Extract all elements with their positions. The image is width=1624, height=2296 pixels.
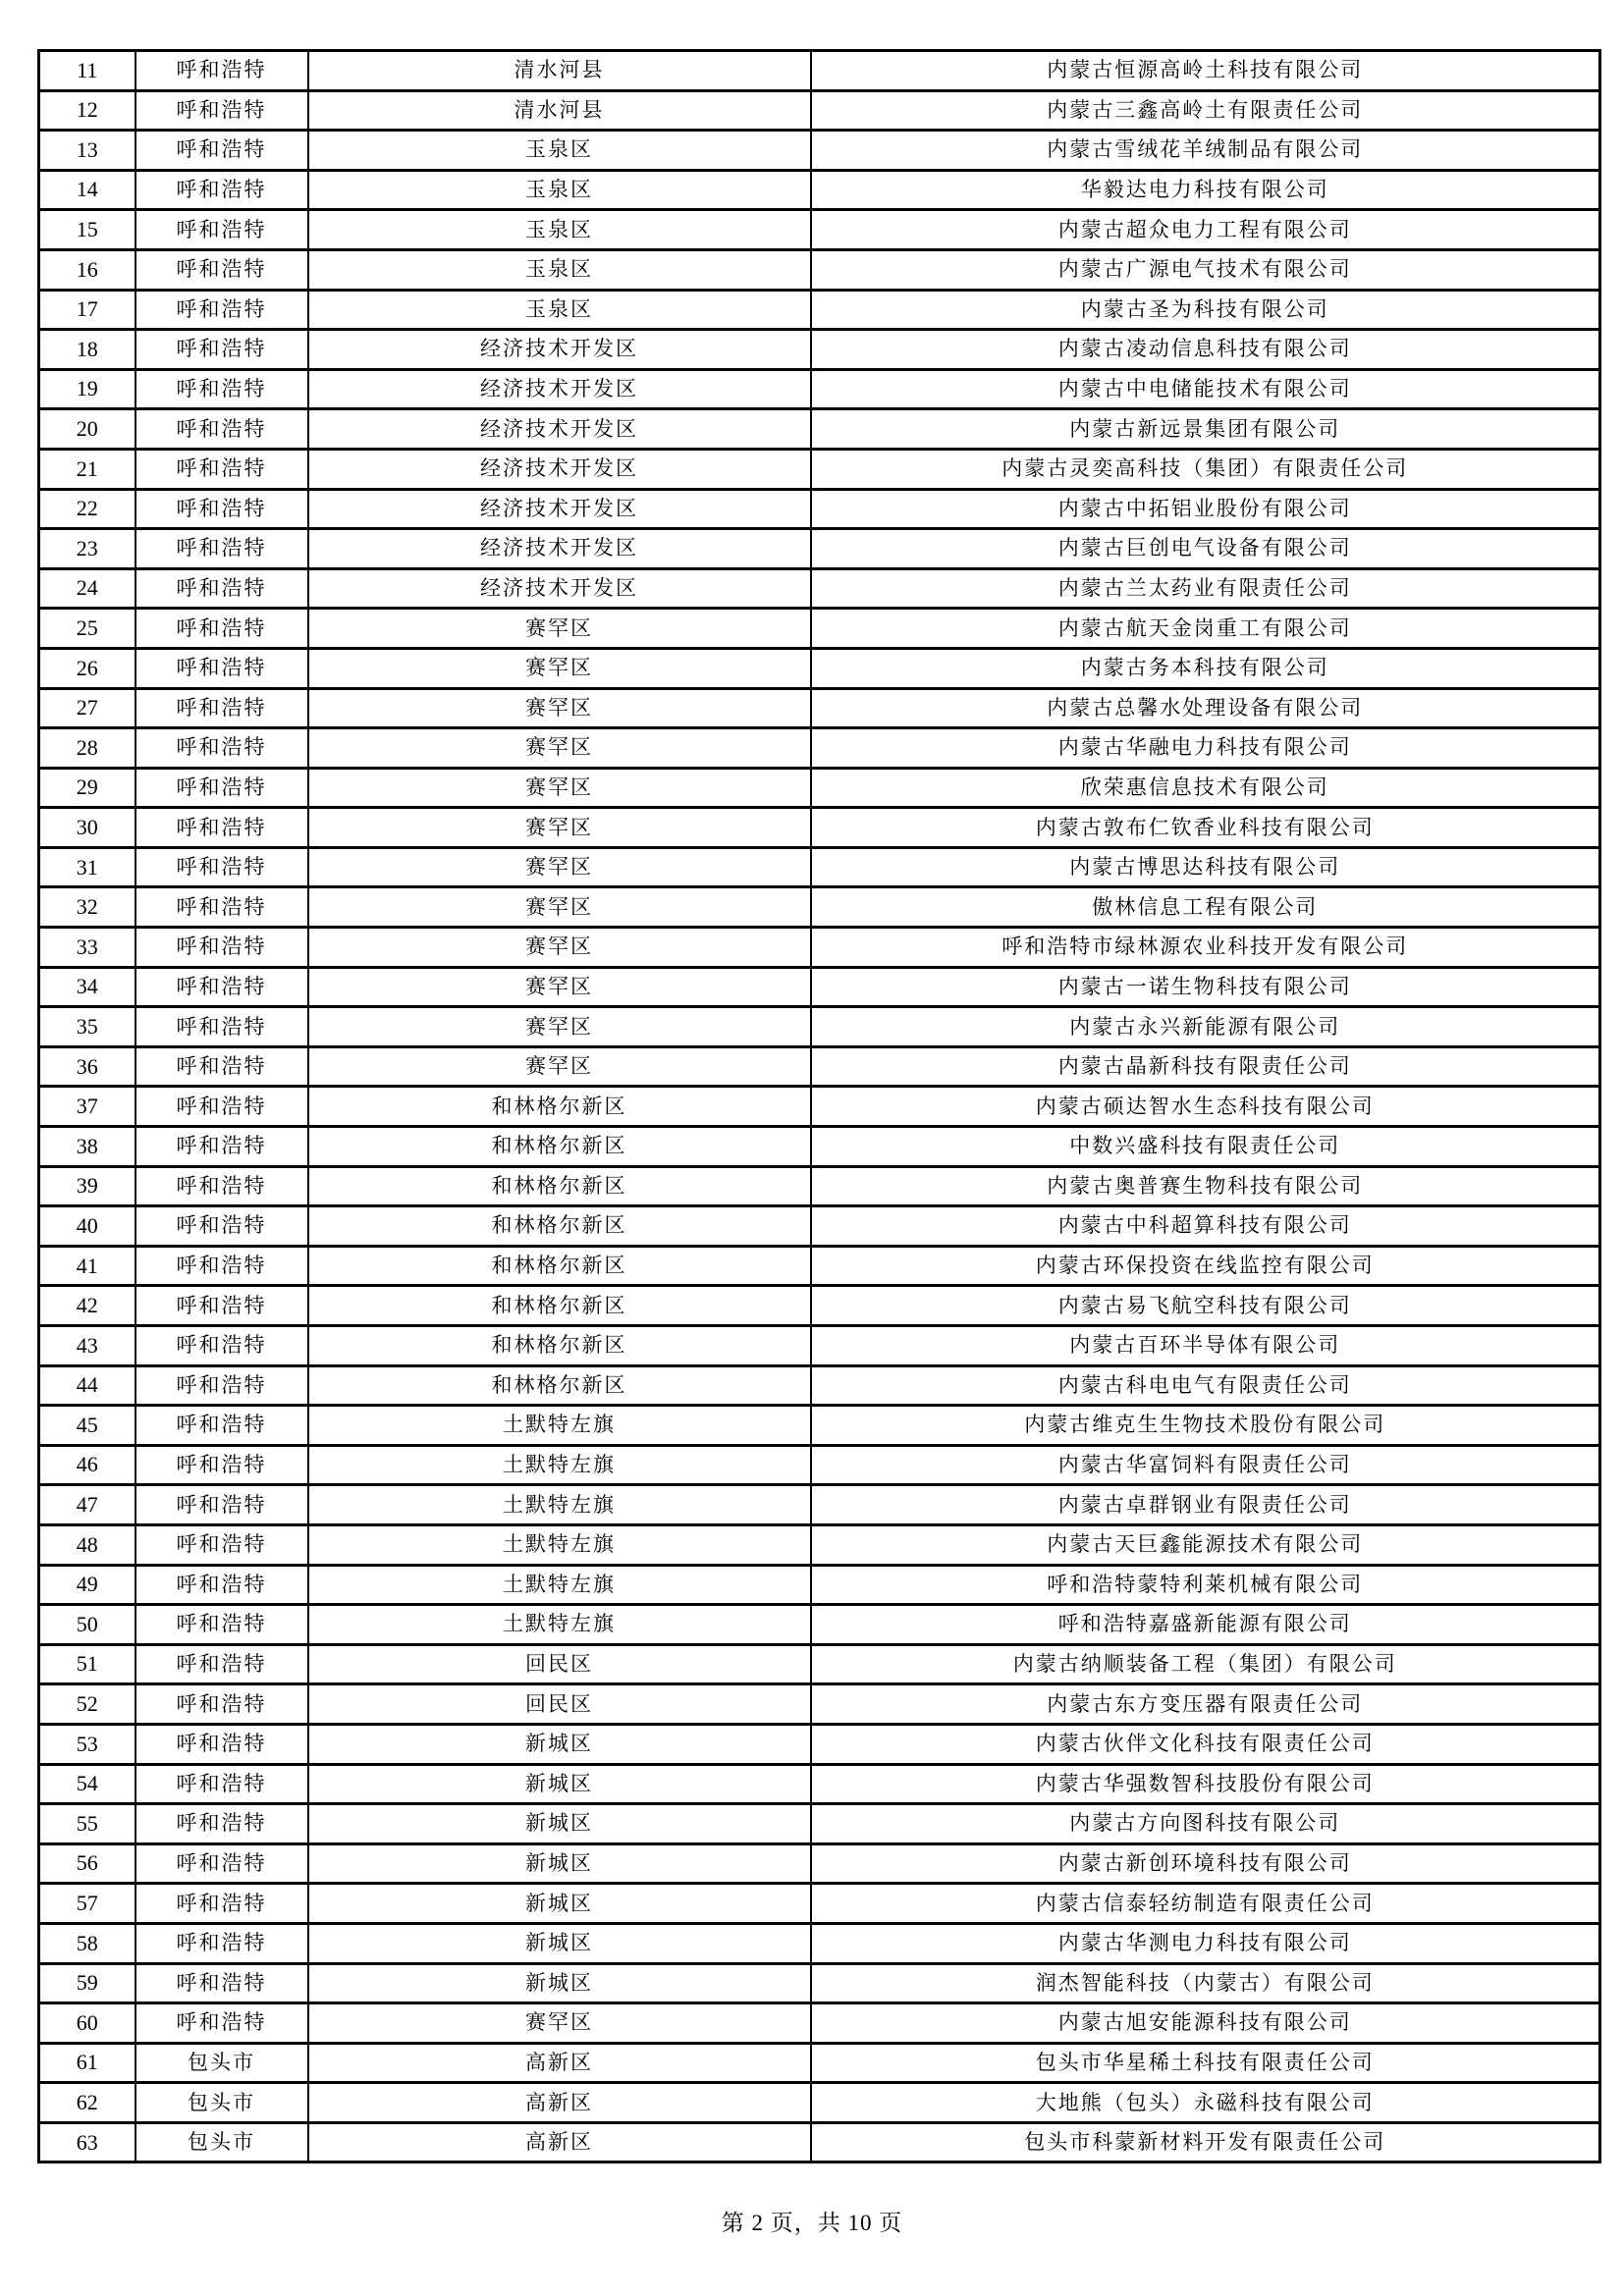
city-cell: 呼和浩特 [135,330,308,370]
city-cell: 呼和浩特 [135,1046,308,1087]
table-row [39,1485,1600,1525]
city-cell: 包头市 [135,2083,308,2123]
district-cell: 赛罕区 [308,1007,811,1047]
district-cell: 赛罕区 [308,847,811,887]
city-cell: 呼和浩特 [135,1644,308,1684]
table-row [39,1764,1600,1804]
city-cell: 呼和浩特 [135,1166,308,1206]
district-cell: 赛罕区 [308,768,811,808]
city-cell: 呼和浩特 [135,1524,308,1565]
company-name-cell: 内蒙古华富饲料有限责任公司 [811,1445,1600,1485]
company-name-cell: 内蒙古中拓铝业股份有限公司 [811,489,1600,529]
city-cell: 呼和浩特 [135,1326,308,1366]
city-cell: 呼和浩特 [135,249,308,290]
city-cell: 呼和浩特 [135,1605,308,1645]
row-number-cell: 63 [39,2122,135,2163]
city-cell: 呼和浩特 [135,2003,308,2044]
page-indicator: 第 2 页，共 10 页 [721,2211,903,2235]
row-number-cell: 49 [39,1565,135,1605]
row-number-cell: 41 [39,1246,135,1286]
table-row [39,51,1600,91]
city-cell: 呼和浩特 [135,210,308,250]
company-name-cell: 内蒙古天巨鑫能源技术有限公司 [811,1524,1600,1565]
district-cell: 土默特左旗 [308,1406,811,1446]
company-name-cell: 内蒙古百环半导体有限公司 [811,1326,1600,1366]
city-cell: 呼和浩特 [135,529,308,569]
row-number-cell: 38 [39,1127,135,1167]
company-name-cell: 内蒙古永兴新能源有限公司 [811,1007,1600,1047]
row-number-cell: 61 [39,2043,135,2083]
city-cell: 呼和浩特 [135,1843,308,1884]
district-cell: 高新区 [308,2122,811,2163]
district-cell: 赛罕区 [308,728,811,769]
city-cell: 呼和浩特 [135,131,308,171]
city-cell: 呼和浩特 [135,1764,308,1804]
district-cell: 土默特左旗 [308,1524,811,1565]
city-cell: 呼和浩特 [135,51,308,91]
row-number-cell: 60 [39,2003,135,2044]
company-name-cell: 包头市华星稀土科技有限责任公司 [811,2043,1600,2083]
company-name-cell: 内蒙古新创环境科技有限公司 [811,1843,1600,1884]
city-cell: 呼和浩特 [135,1724,308,1764]
company-name-cell: 内蒙古博思达科技有限公司 [811,847,1600,887]
city-cell: 呼和浩特 [135,688,308,728]
table-row [39,887,1600,928]
company-name-cell: 呼和浩特市绿林源农业科技开发有限公司 [811,928,1600,968]
table-row [39,648,1600,688]
district-cell: 赛罕区 [308,609,811,649]
city-cell: 呼和浩特 [135,1884,308,1924]
row-number-cell: 55 [39,1804,135,1844]
district-cell: 新城区 [308,1923,811,1963]
table-row [39,609,1600,649]
table-row [39,2083,1600,2123]
page-footer [0,2205,1624,2237]
table-row [39,249,1600,290]
row-number-cell: 43 [39,1326,135,1366]
district-cell: 高新区 [308,2083,811,2123]
table-row [39,1406,1600,1446]
row-number-cell: 45 [39,1406,135,1446]
district-cell: 赛罕区 [308,887,811,928]
table-row [39,1923,1600,1963]
table-row [39,449,1600,489]
district-cell: 高新区 [308,2043,811,2083]
company-name-cell: 内蒙古纳顺装备工程（集团）有限公司 [811,1644,1600,1684]
district-cell: 新城区 [308,1804,811,1844]
row-number-cell: 30 [39,808,135,848]
district-cell: 土默特左旗 [308,1485,811,1525]
city-cell: 呼和浩特 [135,1246,308,1286]
city-cell: 呼和浩特 [135,489,308,529]
table-row [39,1963,1600,2003]
city-cell: 呼和浩特 [135,1286,308,1326]
company-name-cell: 中数兴盛科技有限责任公司 [811,1127,1600,1167]
company-name-cell: 内蒙古雪绒花羊绒制品有限公司 [811,131,1600,171]
city-cell: 呼和浩特 [135,409,308,450]
table-row [39,409,1600,450]
company-name-cell: 内蒙古易飞航空科技有限公司 [811,1286,1600,1326]
company-name-cell: 内蒙古卓群钢业有限责任公司 [811,1485,1600,1525]
row-number-cell: 28 [39,728,135,769]
company-name-cell: 内蒙古维克生生物技术股份有限公司 [811,1406,1600,1446]
row-number-cell: 34 [39,967,135,1007]
row-number-cell: 24 [39,568,135,609]
district-cell: 经济技术开发区 [308,489,811,529]
company-table-body [39,51,1600,2163]
table-row [39,489,1600,529]
table-row [39,170,1600,210]
company-name-cell: 内蒙古旭安能源科技有限公司 [811,2003,1600,2044]
district-cell: 回民区 [308,1684,811,1725]
city-cell: 呼和浩特 [135,1206,308,1247]
row-number-cell: 46 [39,1445,135,1485]
district-cell: 和林格尔新区 [308,1087,811,1127]
row-number-cell: 50 [39,1605,135,1645]
row-number-cell: 44 [39,1365,135,1406]
company-name-cell: 内蒙古敦布仁钦香业科技有限公司 [811,808,1600,848]
table-row [39,967,1600,1007]
district-cell: 清水河县 [308,90,811,131]
city-cell: 呼和浩特 [135,1406,308,1446]
city-cell: 呼和浩特 [135,808,308,848]
company-name-cell: 内蒙古三鑫高岭土有限责任公司 [811,90,1600,131]
district-cell: 经济技术开发区 [308,529,811,569]
table-row [39,529,1600,569]
table-row [39,1684,1600,1725]
company-name-cell: 内蒙古广源电气技术有限公司 [811,249,1600,290]
row-number-cell: 48 [39,1524,135,1565]
table-row [39,2003,1600,2044]
company-name-cell: 内蒙古灵奕高科技（集团）有限责任公司 [811,449,1600,489]
district-cell: 赛罕区 [308,2003,811,2044]
city-cell: 呼和浩特 [135,847,308,887]
company-name-cell: 呼和浩特蒙特利莱机械有限公司 [811,1565,1600,1605]
city-cell: 包头市 [135,2122,308,2163]
company-name-cell: 内蒙古信泰轻纺制造有限责任公司 [811,1884,1600,1924]
table-row [39,1007,1600,1047]
district-cell: 新城区 [308,1884,811,1924]
district-cell: 赛罕区 [308,808,811,848]
company-name-cell: 润杰智能科技（内蒙古）有限公司 [811,1963,1600,2003]
district-cell: 赛罕区 [308,1046,811,1087]
district-cell: 赛罕区 [308,967,811,1007]
district-cell: 土默特左旗 [308,1445,811,1485]
table-row [39,2122,1600,2163]
row-number-cell: 11 [39,51,135,91]
table-row [39,1206,1600,1247]
city-cell: 呼和浩特 [135,609,308,649]
table-row [39,131,1600,171]
table-row [39,768,1600,808]
district-cell: 和林格尔新区 [308,1246,811,1286]
city-cell: 呼和浩特 [135,90,308,131]
table-row [39,369,1600,409]
district-cell: 玉泉区 [308,290,811,330]
table-row [39,1166,1600,1206]
row-number-cell: 35 [39,1007,135,1047]
row-number-cell: 42 [39,1286,135,1326]
company-name-cell: 内蒙古巨创电气设备有限公司 [811,529,1600,569]
row-number-cell: 22 [39,489,135,529]
table-row [39,1605,1600,1645]
table-row [39,1127,1600,1167]
district-cell: 土默特左旗 [308,1565,811,1605]
company-name-cell: 内蒙古圣为科技有限公司 [811,290,1600,330]
table-row [39,1286,1600,1326]
district-cell: 和林格尔新区 [308,1365,811,1406]
district-cell: 和林格尔新区 [308,1326,811,1366]
district-cell: 赛罕区 [308,688,811,728]
city-cell: 呼和浩特 [135,1007,308,1047]
row-number-cell: 18 [39,330,135,370]
company-name-cell: 傲林信息工程有限公司 [811,887,1600,928]
company-name-cell: 内蒙古环保投资在线监控有限公司 [811,1246,1600,1286]
city-cell: 呼和浩特 [135,1684,308,1725]
row-number-cell: 12 [39,90,135,131]
row-number-cell: 29 [39,768,135,808]
table-row [39,290,1600,330]
table-row [39,688,1600,728]
table-row [39,928,1600,968]
city-cell: 呼和浩特 [135,170,308,210]
row-number-cell: 47 [39,1485,135,1525]
table-row [39,1445,1600,1485]
table-row [39,808,1600,848]
company-name-cell: 内蒙古恒源高岭土科技有限公司 [811,51,1600,91]
row-number-cell: 21 [39,449,135,489]
city-cell: 呼和浩特 [135,887,308,928]
row-number-cell: 15 [39,210,135,250]
row-number-cell: 26 [39,648,135,688]
city-cell: 呼和浩特 [135,1445,308,1485]
district-cell: 新城区 [308,1963,811,2003]
row-number-cell: 25 [39,609,135,649]
company-name-cell: 内蒙古伙伴文化科技有限责任公司 [811,1724,1600,1764]
district-cell: 玉泉区 [308,210,811,250]
row-number-cell: 62 [39,2083,135,2123]
company-name-cell: 内蒙古总馨水处理设备有限公司 [811,688,1600,728]
district-cell: 玉泉区 [308,131,811,171]
company-name-cell: 内蒙古东方变压器有限责任公司 [811,1684,1600,1725]
city-cell: 呼和浩特 [135,1923,308,1963]
company-name-cell: 内蒙古兰太药业有限责任公司 [811,568,1600,609]
table-row [39,568,1600,609]
district-cell: 玉泉区 [308,170,811,210]
company-name-cell: 内蒙古中电储能技术有限公司 [811,369,1600,409]
row-number-cell: 37 [39,1087,135,1127]
city-cell: 呼和浩特 [135,449,308,489]
city-cell: 呼和浩特 [135,290,308,330]
city-cell: 呼和浩特 [135,1127,308,1167]
city-cell: 呼和浩特 [135,568,308,609]
city-cell: 包头市 [135,2043,308,2083]
row-number-cell: 40 [39,1206,135,1247]
district-cell: 新城区 [308,1724,811,1764]
company-name-cell: 内蒙古务本科技有限公司 [811,648,1600,688]
district-cell: 经济技术开发区 [308,330,811,370]
district-cell: 赛罕区 [308,648,811,688]
row-number-cell: 54 [39,1764,135,1804]
row-number-cell: 13 [39,131,135,171]
row-number-cell: 19 [39,369,135,409]
row-number-cell: 51 [39,1644,135,1684]
row-number-cell: 31 [39,847,135,887]
row-number-cell: 16 [39,249,135,290]
table-row [39,1087,1600,1127]
company-name-cell: 内蒙古华强数智科技股份有限公司 [811,1764,1600,1804]
district-cell: 和林格尔新区 [308,1127,811,1167]
company-name-cell: 华毅达电力科技有限公司 [811,170,1600,210]
table-row [39,1524,1600,1565]
city-cell: 呼和浩特 [135,1485,308,1525]
row-number-cell: 57 [39,1884,135,1924]
row-number-cell: 17 [39,290,135,330]
row-number-cell: 53 [39,1724,135,1764]
table-row [39,1843,1600,1884]
company-name-cell: 内蒙古华测电力科技有限公司 [811,1923,1600,1963]
district-cell: 经济技术开发区 [308,409,811,450]
company-name-cell: 内蒙古航天金岗重工有限公司 [811,609,1600,649]
city-cell: 呼和浩特 [135,1565,308,1605]
city-cell: 呼和浩特 [135,1804,308,1844]
company-name-cell: 内蒙古中科超算科技有限公司 [811,1206,1600,1247]
district-cell: 和林格尔新区 [308,1206,811,1247]
company-name-cell: 内蒙古奥普赛生物科技有限公司 [811,1166,1600,1206]
city-cell: 呼和浩特 [135,928,308,968]
row-number-cell: 32 [39,887,135,928]
district-cell: 经济技术开发区 [308,568,811,609]
table-row [39,1365,1600,1406]
row-number-cell: 59 [39,1963,135,2003]
company-name-cell: 内蒙古硕达智水生态科技有限公司 [811,1087,1600,1127]
row-number-cell: 58 [39,1923,135,1963]
company-name-cell: 内蒙古华融电力科技有限公司 [811,728,1600,769]
company-name-cell: 内蒙古晶新科技有限责任公司 [811,1046,1600,1087]
district-cell: 玉泉区 [308,249,811,290]
district-cell: 新城区 [308,1843,811,1884]
district-cell: 新城区 [308,1764,811,1804]
company-name-cell: 内蒙古超众电力工程有限公司 [811,210,1600,250]
company-name-cell: 欣荣惠信息技术有限公司 [811,768,1600,808]
district-cell: 经济技术开发区 [308,449,811,489]
row-number-cell: 39 [39,1166,135,1206]
company-table [37,49,1601,2163]
district-cell: 和林格尔新区 [308,1286,811,1326]
district-cell: 清水河县 [308,51,811,91]
city-cell: 呼和浩特 [135,1963,308,2003]
table-row [39,330,1600,370]
city-cell: 呼和浩特 [135,648,308,688]
table-row [39,90,1600,131]
table-row [39,1644,1600,1684]
company-name-cell: 内蒙古新远景集团有限公司 [811,409,1600,450]
district-cell: 经济技术开发区 [308,369,811,409]
row-number-cell: 20 [39,409,135,450]
row-number-cell: 23 [39,529,135,569]
company-name-cell: 内蒙古方向图科技有限公司 [811,1804,1600,1844]
table-row [39,1326,1600,1366]
company-name-cell: 内蒙古一诺生物科技有限公司 [811,967,1600,1007]
district-cell: 土默特左旗 [308,1605,811,1645]
table-row [39,728,1600,769]
city-cell: 呼和浩特 [135,967,308,1007]
company-name-cell: 大地熊（包头）永磁科技有限公司 [811,2083,1600,2123]
row-number-cell: 14 [39,170,135,210]
company-name-cell: 包头市科蒙新材料开发有限责任公司 [811,2122,1600,2163]
table-row [39,2043,1600,2083]
table-row [39,1804,1600,1844]
table-row [39,1565,1600,1605]
city-cell: 呼和浩特 [135,728,308,769]
row-number-cell: 33 [39,928,135,968]
row-number-cell: 36 [39,1046,135,1087]
table-row [39,1246,1600,1286]
row-number-cell: 27 [39,688,135,728]
table-row [39,1724,1600,1764]
company-name-cell: 内蒙古凌动信息科技有限公司 [811,330,1600,370]
company-name-cell: 呼和浩特嘉盛新能源有限公司 [811,1605,1600,1645]
district-cell: 回民区 [308,1644,811,1684]
table-row [39,1046,1600,1087]
table-row [39,1884,1600,1924]
row-number-cell: 56 [39,1843,135,1884]
table-row [39,847,1600,887]
city-cell: 呼和浩特 [135,369,308,409]
table-row [39,210,1600,250]
district-cell: 和林格尔新区 [308,1166,811,1206]
city-cell: 呼和浩特 [135,1365,308,1406]
city-cell: 呼和浩特 [135,1087,308,1127]
company-name-cell: 内蒙古科电电气有限责任公司 [811,1365,1600,1406]
district-cell: 赛罕区 [308,928,811,968]
city-cell: 呼和浩特 [135,768,308,808]
row-number-cell: 52 [39,1684,135,1725]
